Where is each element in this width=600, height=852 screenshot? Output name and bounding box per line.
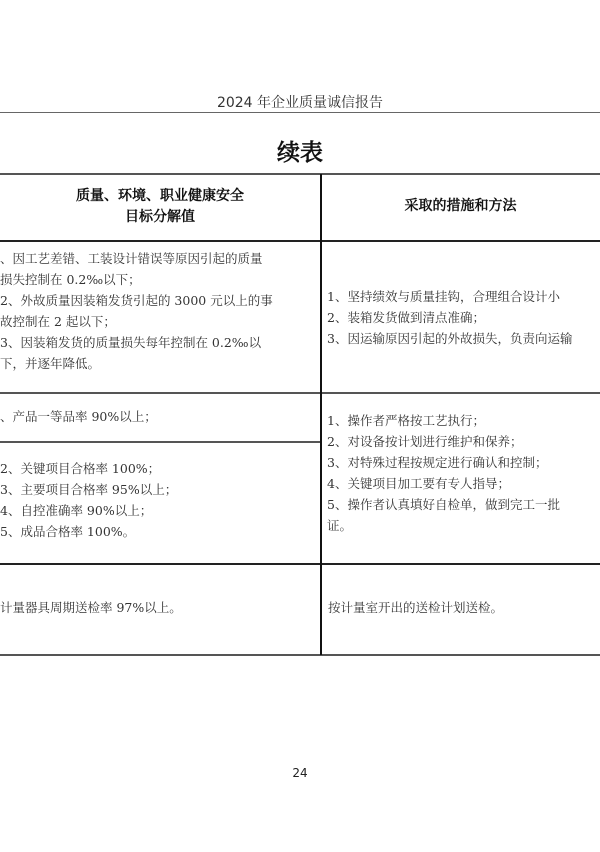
text-line: 4、自控准确率 90%以上； [0, 503, 153, 518]
header-objectives-line1: 质量、环境、职业健康安全 [76, 188, 244, 204]
text-line: 4、关键项目加工要有专人指导； [327, 476, 510, 491]
table-top-border [0, 173, 600, 175]
text-line: 5、操作者认真填好自检单，做到完工一批 [327, 497, 560, 512]
row-2-objectives-bottom [0, 458, 318, 542]
row-1-measures [327, 286, 600, 349]
row-2-inner-border [0, 441, 320, 443]
table-title: 续表 [277, 140, 323, 166]
text-line: 证。 [327, 518, 353, 533]
text-line: 损失控制在 0.2‰以下； [0, 272, 141, 287]
text-line: 1、坚持绩效与质量挂钩，合理组合设计小 [327, 289, 560, 304]
table-bottom-border [0, 654, 600, 656]
row-1-objectives [0, 248, 318, 374]
row-2-objectives-top [0, 406, 318, 427]
text-line: 2、外故质量因装箱发货引起的 3000 元以上的事 [0, 293, 273, 308]
row-1-bottom-border [0, 392, 600, 394]
header-objectives [0, 186, 320, 228]
text-line: 3、因装箱发货的质量损失每年控制在 0.2‰以 [0, 335, 262, 350]
row-3-objectives [0, 597, 318, 618]
text-line: 1、操作者严格按工艺执行； [327, 413, 485, 428]
text-line: 2、关键项目合格率 100%； [0, 461, 161, 476]
text-line: 2、对设备按计划进行维护和保养； [327, 434, 523, 449]
page-number: 24 [292, 766, 308, 780]
text-line: 、因工艺差错、工装设计错误等原因引起的质量 [0, 251, 263, 266]
text-line: 3、因运输原因引起的外故损失，负责向运输 [327, 331, 573, 346]
text-line: 下，并逐年降低。 [0, 356, 101, 371]
header-objectives-line2: 目标分解值 [125, 209, 195, 225]
row-3-measures [328, 597, 600, 618]
row-2-bottom-border [0, 563, 600, 565]
text-line: 3、对特殊过程按规定进行确认和控制； [327, 455, 548, 470]
header-divider [0, 112, 600, 113]
text-line: 3、主要项目合格率 95%以上； [0, 482, 178, 497]
running-header: 2024 年企业质量诚信报告 [216, 95, 384, 111]
column-divider [320, 174, 322, 655]
text-line: 计量器具周期送检率 97%以上。 [0, 600, 182, 615]
header-measures: 采取的措施和方法 [404, 198, 517, 214]
text-line: 故控制在 2 起以下； [0, 314, 116, 329]
text-line: 2、装箱发货做到清点准确； [327, 310, 485, 325]
text-line: 5、成品合格率 100%。 [0, 524, 136, 539]
text-line: 按计量室开出的送检计划送检。 [328, 600, 504, 615]
row-2-measures [327, 410, 600, 536]
text-line: 、产品一等品率 90%以上； [0, 409, 157, 424]
header-bottom-border [0, 240, 600, 242]
